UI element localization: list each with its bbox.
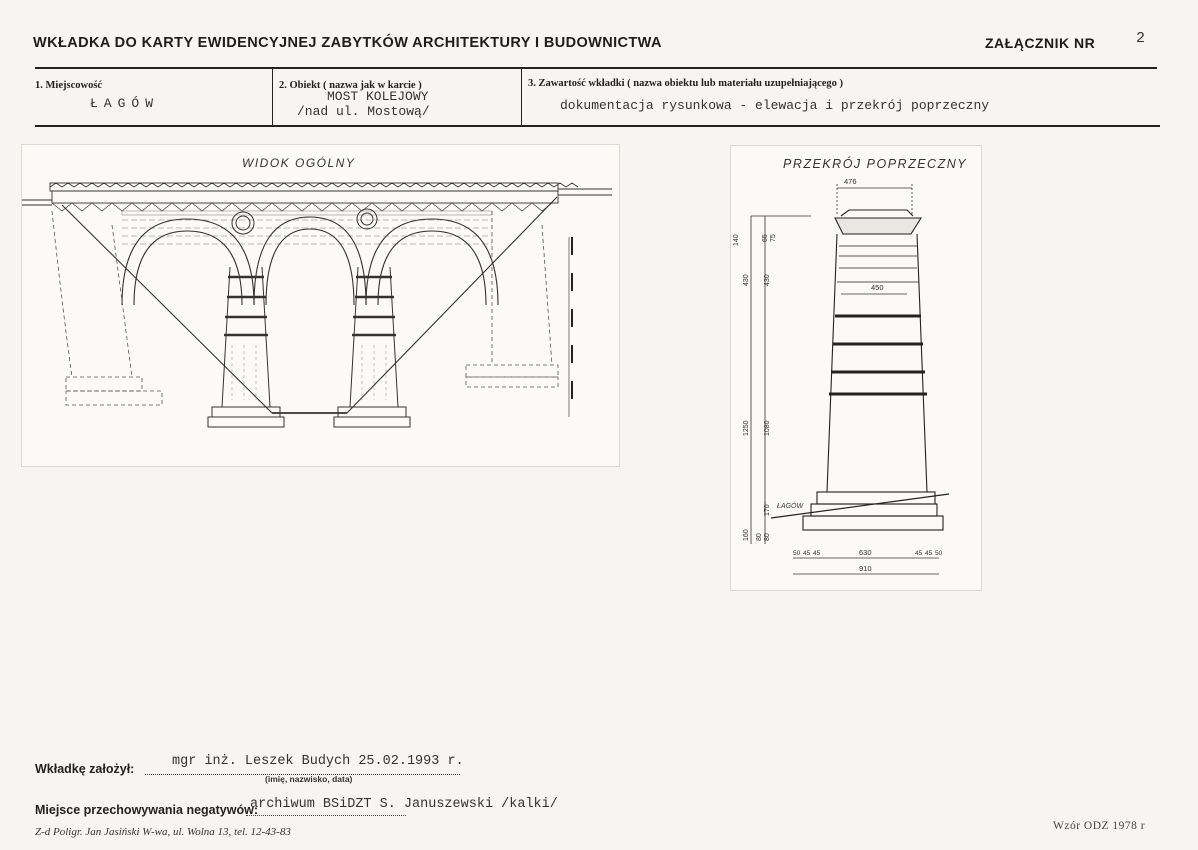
elevation-title: WIDOK OGÓLNY bbox=[242, 156, 356, 170]
dim-left-f: 1250 bbox=[743, 420, 750, 436]
sheet-title: WKŁADKA DO KARTY EWIDENCYJNEJ ZABYTKÓW ARCHITEKTURY I BUDOWNICTWA bbox=[33, 35, 662, 51]
content-label: 3. Zawartość wkładki ( nazwa obiektu lub materiału uzupełniającego ) bbox=[528, 78, 844, 89]
storage-dotted-line bbox=[246, 815, 406, 816]
annex-number: 2 bbox=[1136, 30, 1146, 47]
ground-label: ŁAGÓW bbox=[777, 503, 804, 510]
section-drawing bbox=[731, 146, 981, 590]
dim-base-right-2: 45 bbox=[925, 550, 933, 557]
piers bbox=[208, 267, 410, 427]
header-bottom-rule bbox=[35, 125, 1160, 127]
dim-top: 476 bbox=[844, 177, 857, 186]
printer-note: Z-d Poligr. Jan Jasiński W-wa, ul. Wolna 13, tel. 12-43-83 bbox=[35, 826, 291, 838]
field-divider-1 bbox=[272, 69, 273, 125]
locality-value: ŁAGÓW bbox=[90, 96, 160, 111]
arches bbox=[122, 217, 498, 305]
created-hint: (imię, nazwisko, data) bbox=[265, 774, 353, 784]
abutments bbox=[52, 211, 558, 405]
dim-left-k: 160 bbox=[743, 529, 750, 541]
dim-left-e: 430 bbox=[764, 274, 771, 286]
pier-section bbox=[803, 210, 943, 530]
form-code: Wzór ODZ 1978 r bbox=[1053, 820, 1146, 832]
elevation-drawing bbox=[22, 145, 619, 466]
cornice bbox=[52, 203, 552, 211]
dim-total: 910 bbox=[859, 564, 872, 573]
storage-label: Miejsce przechowywania negatywów: bbox=[35, 803, 258, 817]
section-svg bbox=[731, 146, 981, 590]
section-title: PRZEKRÓJ POPRZECZNY bbox=[783, 157, 968, 171]
header-top-rule bbox=[35, 67, 1157, 69]
scale-bar bbox=[569, 237, 572, 417]
locality-label: 1. Miejscowość bbox=[35, 80, 103, 91]
dim-left-b: 65 bbox=[762, 234, 769, 242]
created-label: Wkładkę założył: bbox=[35, 762, 135, 776]
dim-left-j: 80 bbox=[756, 533, 763, 541]
dim-base-right-1: 45 bbox=[915, 550, 923, 557]
annex-label: ZAŁĄCZNIK NR bbox=[985, 35, 1096, 51]
dim-left-a: 140 bbox=[733, 234, 740, 246]
dim-base-left-3: 45 bbox=[813, 550, 821, 557]
storage-value: archiwum BSiDZT S. Januszewski /kalki/ bbox=[250, 797, 558, 812]
dim-mid: 450 bbox=[871, 283, 884, 292]
roundels bbox=[232, 209, 377, 234]
dim-base: 630 bbox=[859, 548, 872, 557]
deck bbox=[22, 183, 612, 205]
created-value: mgr inż. Leszek Budych 25.02.1993 r. bbox=[172, 754, 464, 769]
elevation-svg bbox=[22, 145, 619, 466]
object-value-line1: MOST KOLEJOWY bbox=[327, 89, 429, 104]
content-value: dokumentacja rysunkowa - elewacja i przekrój poprzeczny bbox=[560, 98, 990, 113]
dim-left-c: 75 bbox=[770, 234, 777, 242]
field-divider-2 bbox=[521, 69, 522, 125]
dim-left-i: 80 bbox=[764, 533, 771, 541]
dim-base-left-2: 45 bbox=[803, 550, 811, 557]
object-value-line2: /nad ul. Mostową/ bbox=[297, 104, 430, 119]
dim-base-left-1: 50 bbox=[793, 550, 801, 557]
object-label: 2. Obiekt ( nazwa jak w karcie ) bbox=[279, 80, 422, 91]
dim-left-d: 430 bbox=[743, 274, 750, 286]
spandrel-walls bbox=[122, 211, 492, 244]
dim-left-g: 1080 bbox=[764, 420, 771, 436]
dim-base-right-3: 50 bbox=[935, 550, 943, 557]
dim-left-h: 170 bbox=[764, 504, 771, 516]
